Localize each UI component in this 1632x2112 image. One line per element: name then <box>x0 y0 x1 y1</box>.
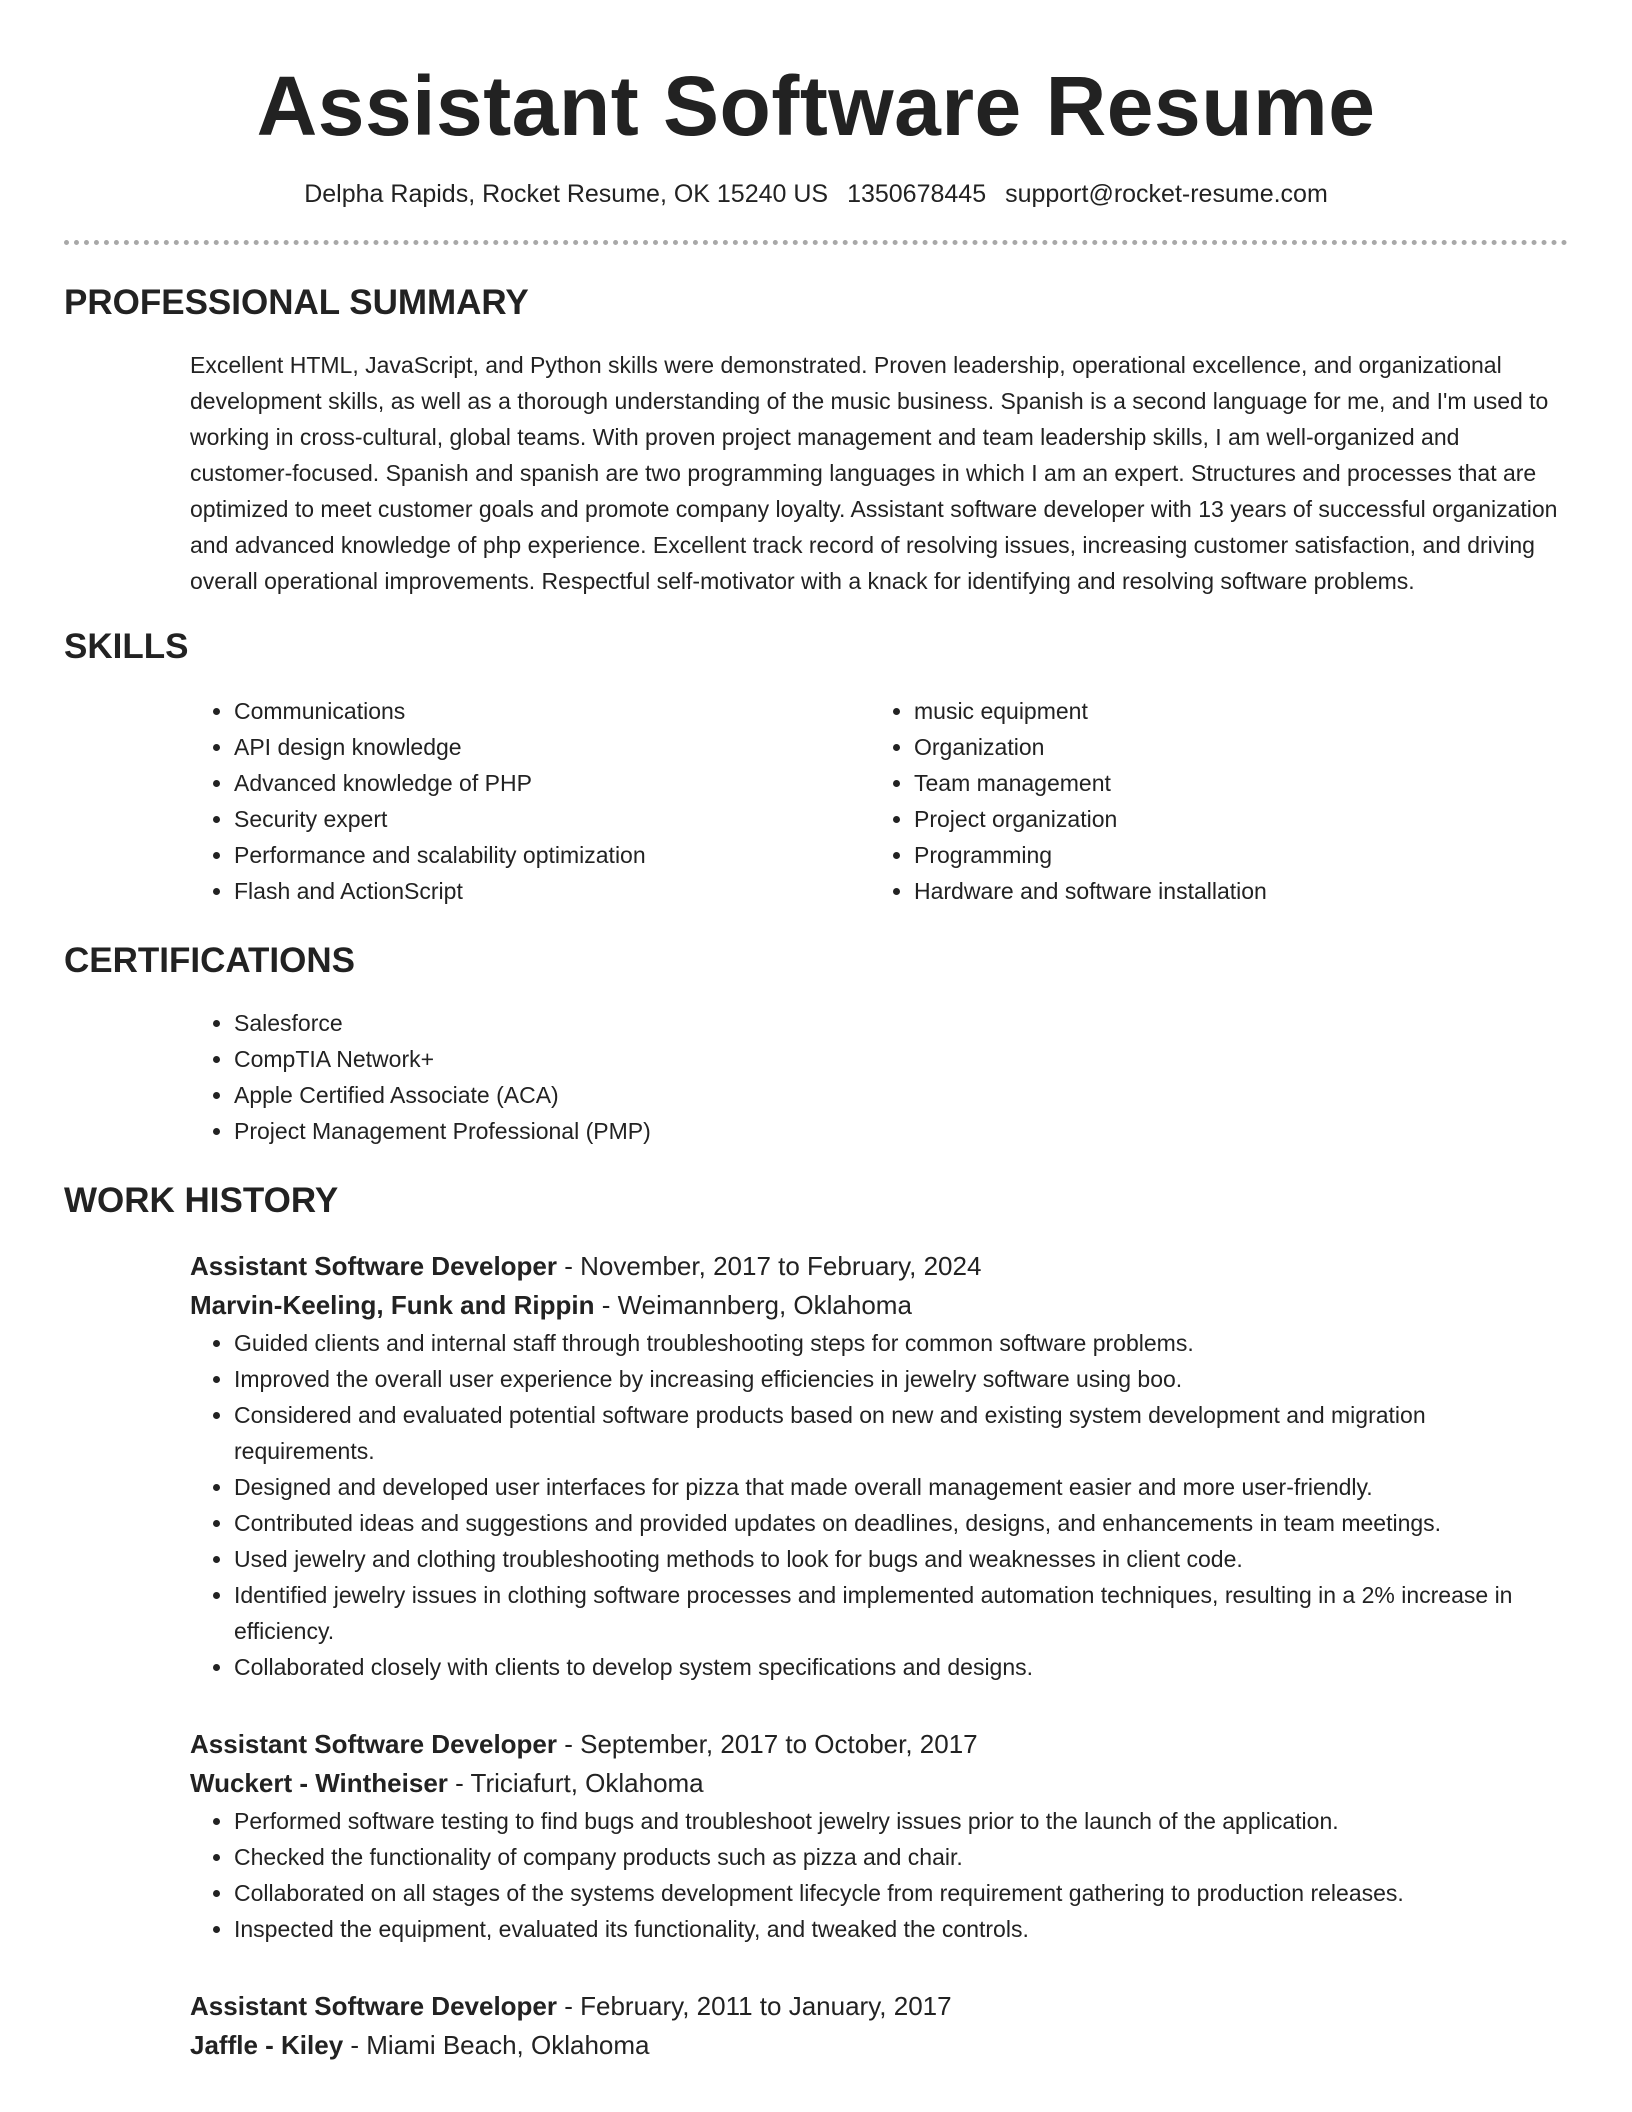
job-company: Jaffle - Kiley <box>190 2030 344 2060</box>
job-role: Assistant Software Developer <box>190 1251 558 1281</box>
contact-address: Delpha Rapids, Rocket Resume, OK 15240 US <box>304 180 829 208</box>
job-duty: • Designed and developed user interfaces for pizza that made overall management easier and more user-friendly. <box>234 1469 1568 1505</box>
skill-item: • Team management <box>914 765 1550 801</box>
summary-heading: PROFESSIONAL SUMMARY <box>64 283 529 322</box>
skill-item: • Project organization <box>914 801 1550 837</box>
job-duty: • Collaborated on all stages of the systems development lifecycle from requirement gathering to production releases. <box>234 1875 1568 1911</box>
job-dates: - November, 2017 to February, 2024 <box>557 1251 982 1281</box>
certification-item: • Project Management Professional (PMP) <box>234 1113 1568 1149</box>
job-role: Assistant Software Developer <box>190 1991 558 2021</box>
skills-list-right <box>870 693 1550 909</box>
skills-section <box>64 625 1568 909</box>
header-divider <box>64 240 1568 245</box>
summary-section <box>64 281 1568 599</box>
skill-item: • Organization <box>914 729 1550 765</box>
job-company-line <box>190 2026 1568 2065</box>
job-duties-list <box>190 1803 1568 1947</box>
job-duty: • Considered and evaluated potential software products based on new and existing system development and migration requirements. <box>234 1397 1568 1469</box>
job-dates: - February, 2011 to January, 2017 <box>557 1991 952 2021</box>
skills-grid <box>190 693 1568 909</box>
job-duty: • Used jewelry and clothing troubleshooting methods to look for bugs and weaknesses in client code. <box>234 1541 1568 1577</box>
resume-title: Assistant Software Resume <box>256 59 1376 153</box>
job-location: - Miami Beach, Oklahoma <box>343 2030 650 2060</box>
job-entry <box>190 1247 1568 1685</box>
job-company: Marvin-Keeling, Funk and Rippin <box>190 1290 595 1320</box>
job-duty: • Checked the functionality of company products such as pizza and chair. <box>234 1839 1568 1875</box>
work-history-heading: WORK HISTORY <box>64 1181 339 1220</box>
job-duty: • Performed software testing to find bugs and troubleshoot jewelry issues prior to the launch of the application. <box>234 1803 1568 1839</box>
job-duty: • Guided clients and internal staff through troubleshooting steps for common software problems. <box>234 1325 1568 1361</box>
job-entry <box>190 1725 1568 1947</box>
skill-item: • Communications <box>234 693 870 729</box>
certification-item: • CompTIA Network+ <box>234 1041 1568 1077</box>
certifications-list-wrap <box>190 1005 1568 1149</box>
skill-item: • music equipment <box>914 693 1550 729</box>
skill-item: • Programming <box>914 837 1550 873</box>
job-company: Wuckert - Wintheiser <box>190 1768 448 1798</box>
job-location: - Weimannberg, Oklahoma <box>594 1290 912 1320</box>
job-company-line <box>190 1286 1568 1325</box>
job-duty: • Identified jewelry issues in clothing software processes and implemented automation techniques, resulting in a 2% increase in efficiency. <box>234 1577 1568 1649</box>
skill-item: • Performance and scalability optimization <box>234 837 870 873</box>
job-duty: • Inspected the equipment, evaluated its functionality, and tweaked the controls. <box>234 1911 1568 1947</box>
job-duty: • Improved the overall user experience by increasing efficiencies in jewelry software using boo. <box>234 1361 1568 1397</box>
skill-item: • Security expert <box>234 801 870 837</box>
contact-email: support@rocket-resume.com <box>1005 180 1328 208</box>
job-location: - Triciafurt, Oklahoma <box>447 1768 704 1798</box>
skill-item: • API design knowledge <box>234 729 870 765</box>
summary-text: Excellent HTML, JavaScript, and Python skills were demonstrated. Proven leadership, operational excellence, and organizational development skills, as well as a thorough understanding of the music business. Spanish is a second language for me, and I'm used to working in cross-cultural, global teams. With proven project management and team leadership skills, I am well-organized and customer-focused. Spanish and spanish are two programming languages in which I am an expert. Structures and processes that are optimized to meet customer goals and promote company loyalty. Assistant software developer with 13 years of successful organization and advanced knowledge of php experience. Excellent track record of resolving issues, increasing customer satisfaction, and driving overall operational improvements. Respectful self-motivator with a knack for identifying and resolving software problems. <box>190 352 1558 594</box>
skill-item: • Advanced knowledge of PHP <box>234 765 870 801</box>
job-company-line <box>190 1764 1568 1803</box>
certifications-heading: CERTIFICATIONS <box>64 941 356 980</box>
skill-item: • Hardware and software installation <box>914 873 1550 909</box>
skill-item: • Flash and ActionScript <box>234 873 870 909</box>
job-duties-list <box>190 1325 1568 1685</box>
skills-column-left <box>190 693 870 909</box>
job-role: Assistant Software Developer <box>190 1729 558 1759</box>
job-title-line <box>190 1725 1568 1764</box>
skills-list-left <box>190 693 870 909</box>
contact-line <box>64 178 1568 210</box>
job-title-line <box>190 1247 1568 1286</box>
work-history-section <box>64 1179 1568 2065</box>
certifications-list <box>190 1005 1568 1149</box>
skills-heading: SKILLS <box>64 627 189 666</box>
certifications-section <box>64 939 1568 1149</box>
contact-phone: 1350678445 <box>847 180 987 208</box>
job-duty: • Collaborated closely with clients to develop system specifications and designs. <box>234 1649 1568 1685</box>
skills-column-right <box>870 693 1550 909</box>
job-dates: - September, 2017 to October, 2017 <box>557 1729 978 1759</box>
job-entry <box>190 1987 1568 2065</box>
certification-item: • Salesforce <box>234 1005 1568 1041</box>
certification-item: • Apple Certified Associate (ACA) <box>234 1077 1568 1113</box>
job-title-line <box>190 1987 1568 2026</box>
job-duty: • Contributed ideas and suggestions and provided updates on deadlines, designs, and enhancements in team meetings. <box>234 1505 1568 1541</box>
